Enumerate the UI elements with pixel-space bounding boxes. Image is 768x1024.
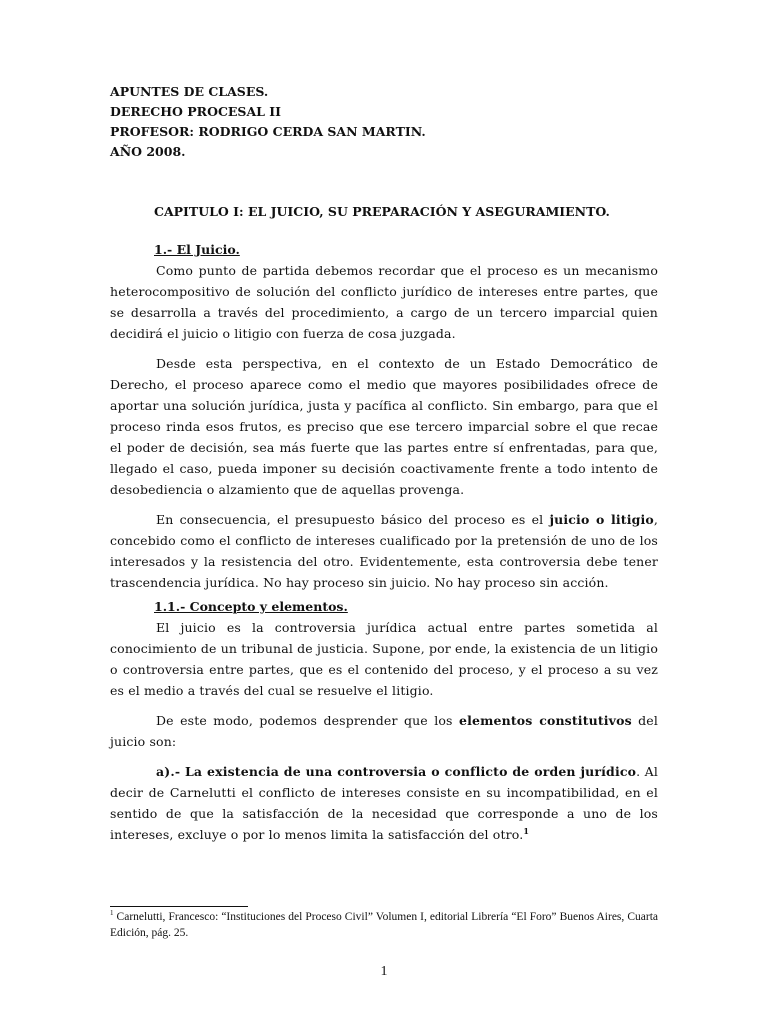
paragraph: El juicio es la controversia jurídica actual entre partes sometida al conocimiento de un tribunal de justicia. Supone, por ende, la existencia de un litigio o controversia entre partes, que es el contenido del proceso, y el proceso a su vez es el medio a través del cual se resuelve el litigio.: [110, 620, 658, 698]
footnote-reference[interactable]: 1: [523, 825, 530, 836]
section-heading-juicio: 1.- El Juicio.: [154, 242, 240, 257]
paragraph: De este modo, podemos desprender que los elementos constitutivos del juicio son:: [110, 713, 658, 749]
paragraph: En consecuencia, el presupuesto básico del proceso es el juicio o litigio, concebido como el conflicto de intereses cualificado por la pretensión de uno de los interesados y la resistencia del otro. Evidentemente, esta controversia debe tener trascendencia jurídica. No hay proceso sin juicio. No hay proceso sin acción.: [110, 512, 658, 590]
course-subject: DERECHO PROCESAL II: [110, 104, 281, 119]
professor-line: PROFESOR: RODRIGO CERDA SAN MARTIN.: [110, 124, 426, 139]
document-page: [110, 82, 658, 845]
bold-term: elementos constitutivos: [459, 713, 632, 728]
footnote: $^1$ Carnelutti, Francesco: “Instituciones del Proceso Civil” Volumen I, editorial Librería “El Foro” Buenos Aires, Cuarta Edición, pág. 25.: [110, 909, 658, 939]
chapter-title: CAPITULO I: EL JUICIO, SU PREPARACIÓN Y ASEGURAMIENTO.: [154, 204, 610, 219]
paragraph: Desde esta perspectiva, en el contexto de un Estado Democrático de Derecho, el proceso aparece como el medio que mayores posibilidades ofrece de aportar una solución jurídica, justa y pacífica al conflicto. Sin embargo, para que el proceso rinda esos frutos, es preciso que ese tercero imparcial sobre el que recae el poder de decisión, sea más fuerte que las partes entre sí enfrentadas, para que, llegado el caso, pueda imponer su decisión coactivamente frente a todo intento de desobediencia o alzamiento que de aquellas provenga.: [110, 356, 658, 497]
year-line: AÑO 2008.: [110, 144, 186, 159]
paragraph: a).- La existencia de una controversia o conflicto de orden jurídico. Al decir de Carnelutti el conflicto de intereses consiste en su incompatibilidad, en el sentido de que la satisfacción de la necesidad que corresponde a uno de los intereses, excluye o por lo menos limita la satisfacción del otro.$^1$: [110, 764, 658, 842]
bold-term: juicio o litigio: [549, 512, 654, 527]
course-title: APUNTES DE CLASES.: [110, 84, 269, 99]
page-number: 1: [380, 964, 388, 979]
footnote-mark: 1: [110, 909, 114, 918]
bold-term: a).- La existencia de una controversia o conflicto de orden jurídico: [156, 764, 637, 779]
footnote-divider: [110, 906, 248, 907]
section-heading-concepto: 1.1.- Concepto y elementos.: [154, 599, 348, 614]
paragraph: Como punto de partida debemos recordar que el proceso es un mecanismo heterocompositivo de solución del conflicto jurídico de intereses entre partes, que se desarrolla a través del procedimiento, a cargo de un tercero imparcial quien decidirá el juicio o litigio con fuerza de cosa juzgada.: [110, 263, 658, 341]
